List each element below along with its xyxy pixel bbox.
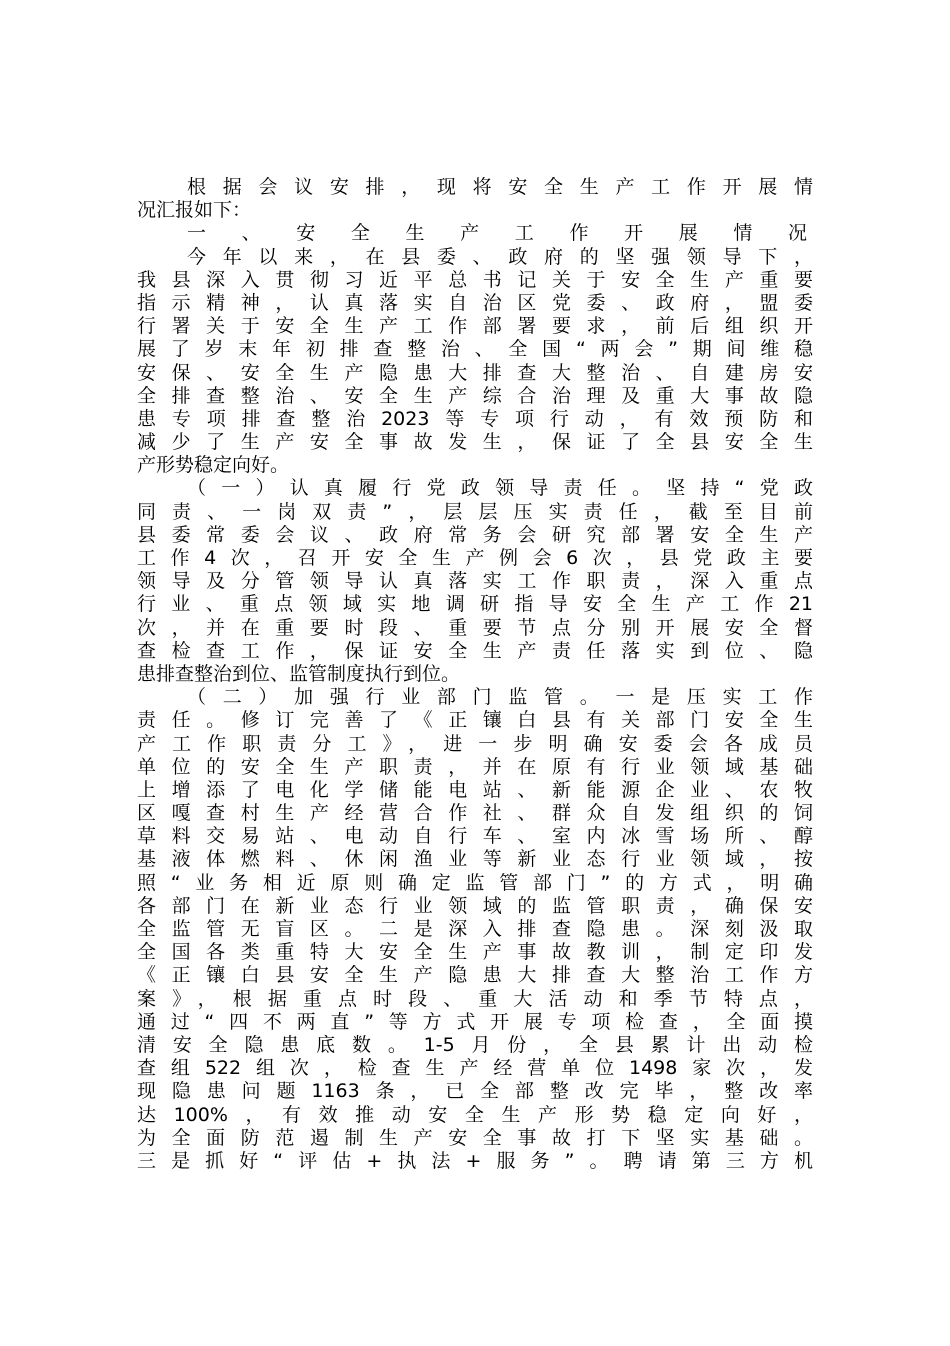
text-line: 清安全隐患底数。1-5月份，全县累计出动检 bbox=[137, 1033, 813, 1056]
text-line: 工作4次，召开安全生产例会6次，县党政主要 bbox=[137, 547, 813, 569]
text-line: 减少了生产安全事故发生，保证了全县安全生 bbox=[137, 431, 813, 454]
text-line: 行署关于安全生产工作部署要求，前后组织开 bbox=[137, 315, 813, 338]
document-body bbox=[137, 176, 813, 1173]
text-line: 责任。修订完善了《正镶白县有关部门安全生 bbox=[137, 709, 813, 732]
text-line: 区嘎查村生产经营合作社、群众自发组织的饲 bbox=[137, 802, 813, 825]
text-line: （二）加强行业部门监管。一是压实工作 bbox=[187, 686, 813, 709]
text-line: 照“业务相近原则确定监管部门”的方式，明确 bbox=[137, 871, 813, 894]
text-line: 展了岁末年初排查整治、全国“两会”期间维稳 bbox=[137, 338, 813, 361]
text-line: 草料交易站、电动自行车、室内冰雪场所、醇 bbox=[137, 825, 813, 848]
text-line: 况汇报如下： bbox=[137, 199, 252, 222]
text-line: 三是抓好“评估+执法+服务”。聘请第三方机 bbox=[137, 1149, 813, 1172]
text-line: 产形势稳定向好。 bbox=[137, 454, 290, 477]
text-line: 次，并在重要时段、重要节点分别开展安全督 bbox=[137, 616, 813, 639]
text-line: 查检查工作，保证安全生产责任落实到位、隐 bbox=[137, 639, 813, 662]
text-line: 全监管无盲区。二是深入排查隐患。深刻汲取 bbox=[137, 918, 813, 940]
text-line: 同责、一岗双责”，层层压实责任，截至目前 bbox=[137, 500, 813, 523]
text-line: 行业、重点领域实地调研指导安全生产工作21 bbox=[137, 593, 813, 616]
text-line: 单位的安全生产职责，并在原有行业领域基础 bbox=[137, 755, 813, 778]
text-line: 我县深入贯彻习近平总书记关于安全生产重要 bbox=[137, 268, 813, 291]
text-line: 患专项排查整治2023等专项行动，有效预防和 bbox=[137, 407, 813, 430]
text-line: （一）认真履行党政领导责任。坚持“党政 bbox=[187, 477, 813, 500]
text-line: 根据会议安排，现将安全生产工作开展情 bbox=[187, 176, 813, 198]
text-line: 通过“四不两直”等方式开展专项检查，全面摸 bbox=[137, 1010, 813, 1033]
text-line: 安保、安全生产隐患大排查大整治、自建房安 bbox=[137, 361, 813, 384]
text-line: 查组522组次，检查生产经营单位1498家次，发 bbox=[137, 1057, 813, 1080]
text-line: 领导及分管领导认真落实工作职责，深入重点 bbox=[137, 570, 813, 593]
text-line: 患排查整治到位、监管制度执行到位。 bbox=[137, 662, 461, 685]
text-line: 产工作职责分工》，进一步明确安委会各成员 bbox=[137, 732, 813, 755]
text-line: 各部门在新业态行业领域的监管职责，确保安 bbox=[137, 894, 813, 917]
text-line: 全排查整治、安全生产综合治理及重大事故隐 bbox=[137, 384, 813, 407]
text-line: 县委常委会议、政府常务会研究部署安全生产 bbox=[137, 523, 813, 546]
text-line: 《正镶白县安全生产隐患大排查大整治工作方 bbox=[137, 964, 813, 987]
text-line: 全国各类重特大安全生产事故教训，制定印发 bbox=[137, 941, 813, 964]
text-line: 基液体燃料、休闲渔业等新业态行业领域，按 bbox=[137, 848, 813, 871]
text-line: 现隐患问题1163条，已全部整改完毕，整改率 bbox=[137, 1080, 813, 1103]
text-line: 案》，根据重点时段、重大活动和季节特点， bbox=[137, 987, 813, 1010]
text-line: 一、安全生产工作开展情况 bbox=[187, 222, 813, 245]
text-line: 为全面防范遏制生产安全事故打下坚实基础。 bbox=[137, 1126, 813, 1149]
text-line: 今年以来，在县委、政府的坚强领导下， bbox=[187, 245, 813, 268]
text-line: 上增添了电化学储能电站、新能源企业、农牧 bbox=[137, 778, 813, 801]
text-line: 指示精神，认真落实自治区党委、政府，盟委 bbox=[137, 291, 813, 314]
text-line: 达100%，有效推动安全生产形势稳定向好， bbox=[137, 1103, 813, 1126]
